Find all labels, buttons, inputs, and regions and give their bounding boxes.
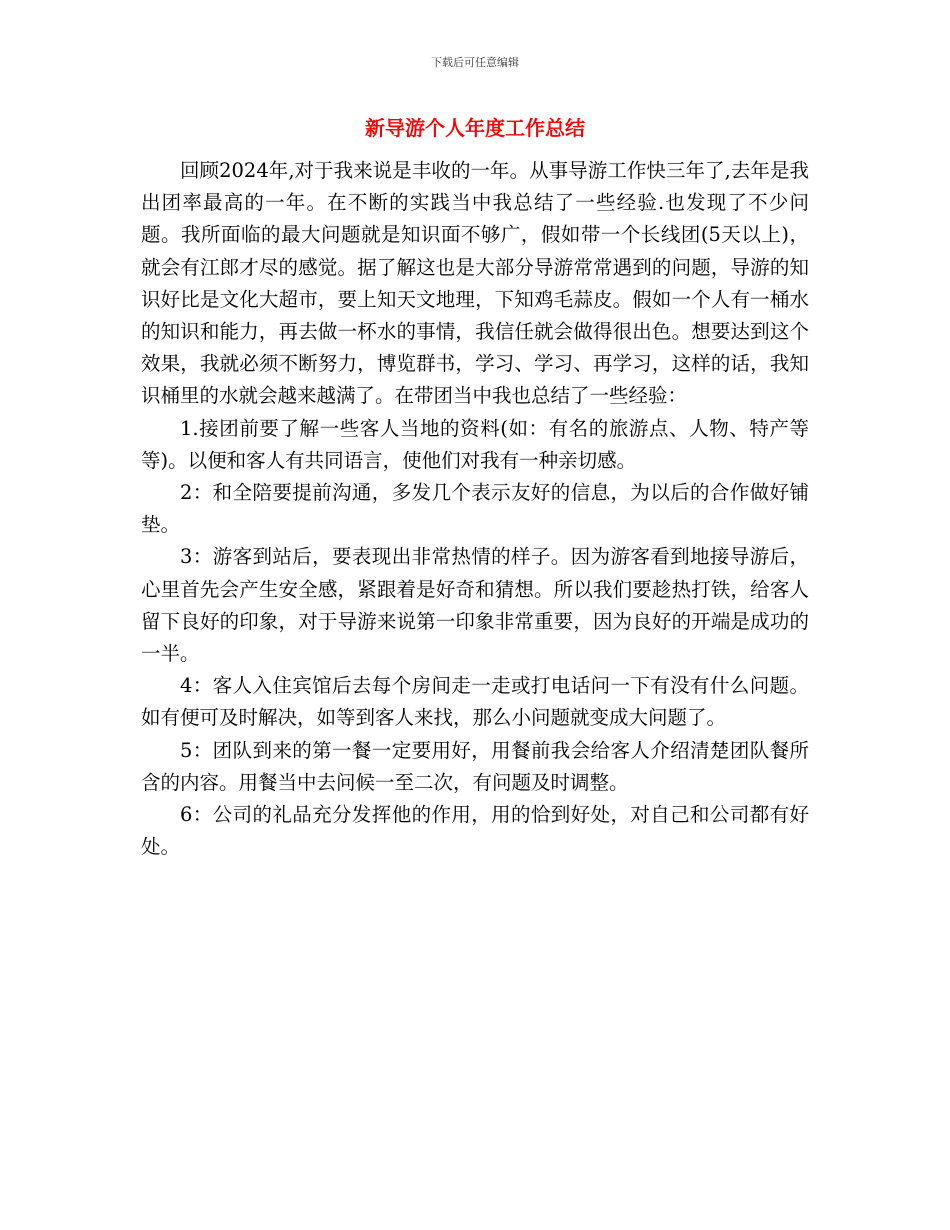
paragraph-item-2: 2：和全陪要提前沟通，多发几个表示友好的信息，为以后的合作做好铺垫。 xyxy=(141,481,809,537)
document-title: 新导游个人年度工作总结 xyxy=(365,116,585,140)
paragraph-item-4: 4：客人入住宾馆后去每个房间走一走或打电话问一下有没有什么问题。如有便可及时解决，如等到客人来找，那么小问题就变成大问题了。 xyxy=(141,674,809,730)
page-header-note: 下载后可任意编辑 xyxy=(431,56,519,69)
paragraph-item-6: 6：公司的礼品充分发挥他的作用，用的恰到好处，对自己和公司都有好处。 xyxy=(141,803,809,859)
paragraph-item-1: 1.接团前要了解一些客人当地的资料(如：有名的旅游点、人物、特产等等)。以便和客人有共同语言，使他们对我有一种亲切感。 xyxy=(141,416,809,472)
document-body xyxy=(141,155,809,863)
paragraph-item-3: 3：游客到站后，要表现出非常热情的样子。因为游客看到地接导游后，心里首先会产生安全感，紧跟着是好奇和猜想。所以我们要趁热打铁，给客人留下良好的印象，对于导游来说第一印象非常重要，因为良好的开端是成功的一半。 xyxy=(141,545,809,666)
paragraph-item-5: 5：团队到来的第一餐一定要用好，用餐前我会给客人介绍清楚团队餐所含的内容。用餐当中去问候一至二次，有问题及时调整。 xyxy=(141,738,809,794)
paragraph-intro: 回顾2024年,对于我来说是丰收的一年。从事导游工作快三年了,去年是我出团率最高的一年。在不断的实践当中我总结了一些经验.也发现了不少问题。我所面临的最大问题就是知识面不够广，假如带一个长线团(5天以上)，就会有江郎才尽的感觉。据了解这也是大部分导游常常遇到的问题，导游的知识好比是文化大超市，要上知天文地理，下知鸡毛蒜皮。假如一个人有一桶水的知识和能力，再去做一杯水的事情，我信任就会做得很出色。想要达到这个效果，我就必须不断努力，博览群书，学习、学习、再学习，这样的话，我知识桶里的水就会越来越满了。在带团当中我也总结了一些经验： xyxy=(141,159,809,408)
